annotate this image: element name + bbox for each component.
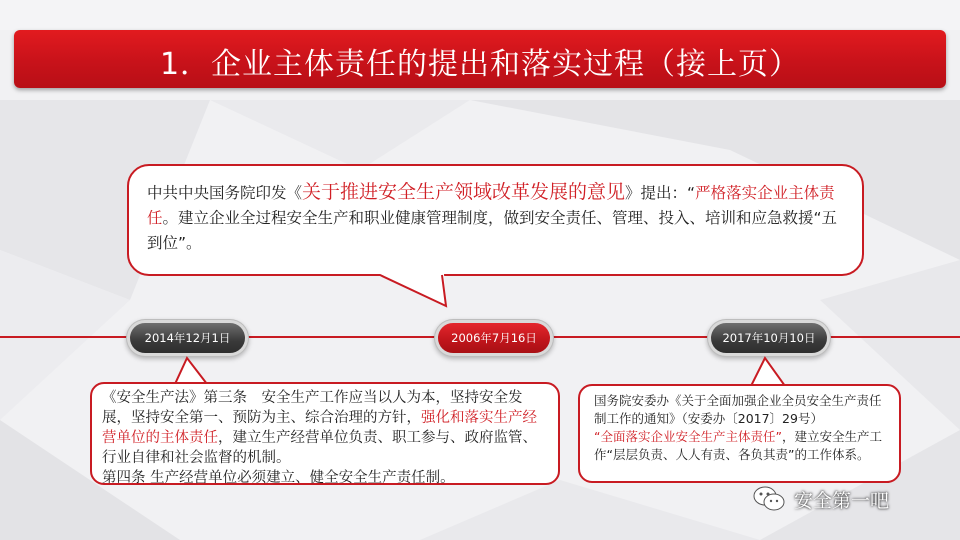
- watermark-text: 安全第一吧: [794, 489, 890, 512]
- left-callout-line2: 第四条 生产经营单位必须建立、健全安全生产责任制。: [102, 470, 455, 486]
- top-callout-text-3: 。建立企业全过程安全生产和职业健康管理制度，做到安全责任、管理、投入、培训和应急救援“五到位”。: [147, 209, 838, 252]
- right-callout-tail: [741, 356, 801, 386]
- top-callout-text-2: 》提出：“: [625, 184, 696, 202]
- date-pill-2017: 2017年10月10日: [711, 323, 827, 353]
- date-pill-2006: 2006年7月16日: [438, 323, 550, 353]
- top-callout-highlight: 严格落实企业主体责任: [147, 184, 835, 227]
- top-callout: [127, 164, 864, 276]
- top-callout-tail: [380, 268, 460, 318]
- date-pill-2014: 2014年12月1日: [130, 323, 245, 353]
- top-callout-doc-title: 关于推进安全生产领域改革发展的意见: [302, 181, 626, 203]
- left-callout-text-1: 《安全生产法》第三条 安全生产工作应当以人为本，坚持安全发展，坚持安全第一、预防为主、综合治理的方针，: [102, 390, 523, 426]
- wechat-icon: [752, 484, 786, 514]
- right-callout-text-1: 国务院安委办《关于全面加强企业全员安全生产责任制工作的通知》（安委办〔2017〕29号）: [594, 393, 882, 426]
- left-callout: [90, 382, 560, 485]
- page-title: 1．企业主体责任的提出和落实过程（接上页）: [159, 47, 801, 82]
- title-bar: [14, 30, 946, 88]
- right-callout-text-2: ，建立安全生产工作“层层负责、人人有责、各负其责”的工作体系。: [594, 429, 882, 462]
- left-callout-highlight: 强化和落实生产经营单位的主体责任: [102, 410, 537, 446]
- watermark: [752, 481, 889, 517]
- right-callout: [578, 384, 901, 483]
- right-callout-highlight: “全面落实企业安全生产主体责任”: [594, 429, 782, 444]
- left-callout-text-2: ，建立生产经营单位负责、职工参与、政府监管、行业自律和社会监督的机制。: [102, 430, 537, 466]
- top-callout-text-1: 中共中央国务院印发《: [147, 184, 303, 202]
